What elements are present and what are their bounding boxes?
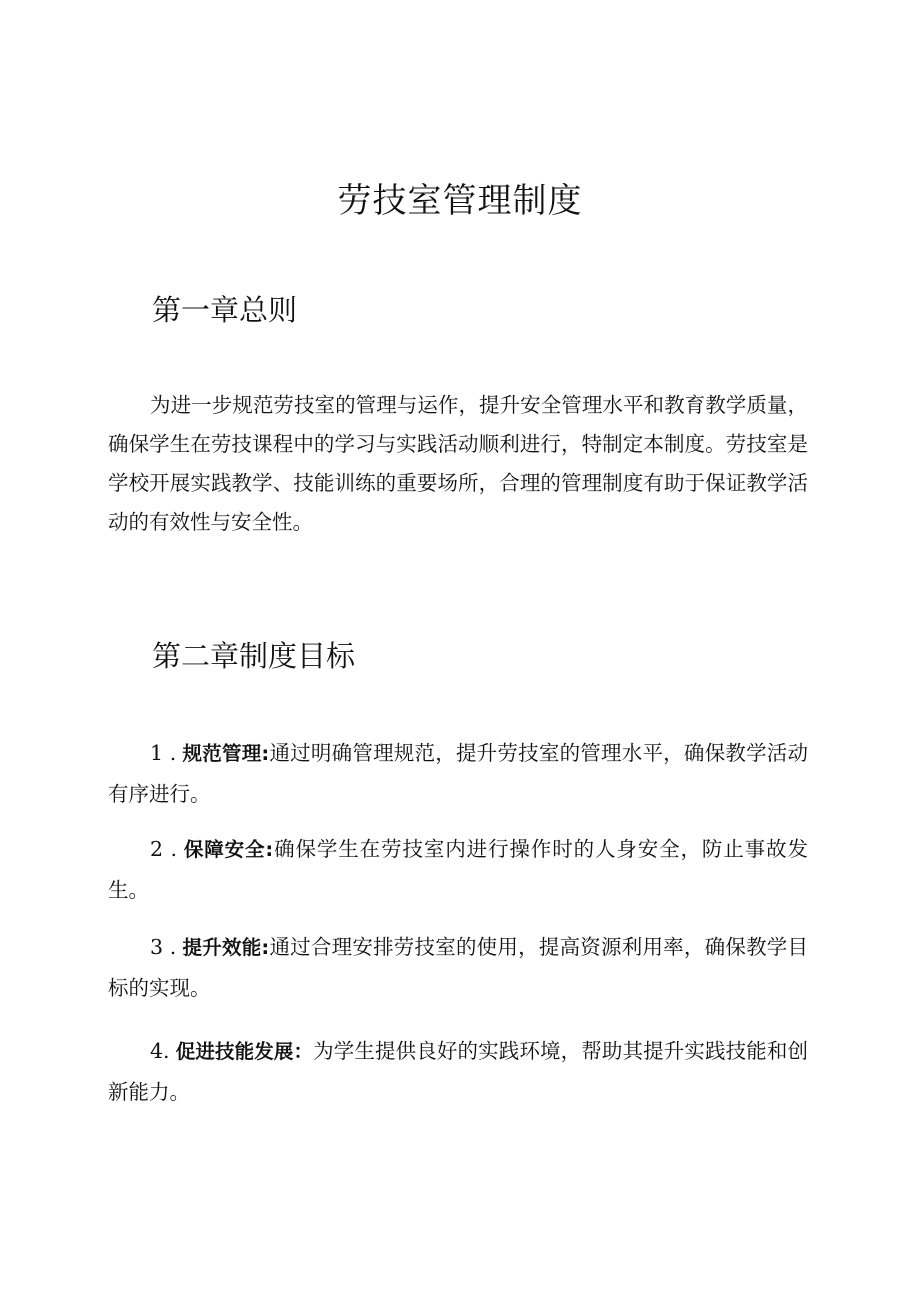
goal-item — [108, 829, 808, 910]
goal-item-label: 保障安全: — [182, 838, 274, 861]
goal-item-number: 2 . — [150, 837, 177, 861]
goal-item — [108, 733, 808, 814]
goal-item-label: 促进技能发展： — [175, 1040, 314, 1063]
chapter-1-heading: 第一章总则 — [152, 293, 298, 327]
chapter-2-heading: 第二章制度目标 — [152, 639, 356, 673]
goal-item-text: 通过明确管理规范，提升劳技室的管理水平，确保教学活动有序进行。 — [108, 741, 809, 806]
goal-item-text: 通过合理安排劳技室的使用，提高资源利用率，确保教学目标的实现。 — [108, 935, 809, 1000]
goal-item-number: 1 . — [150, 741, 177, 765]
goal-item-label: 提升效能: — [182, 936, 270, 959]
goal-item-text: 为学生提供良好的实践环境，帮助其提升实践技能和创新能力。 — [108, 1039, 808, 1104]
goal-item-number: 3 . — [150, 935, 177, 959]
goal-item — [108, 927, 808, 1008]
goal-item-number: 4. — [150, 1039, 170, 1063]
goal-item — [108, 1031, 808, 1112]
document-title: 劳技室管理制度 — [337, 181, 583, 221]
goal-item-label: 规范管理: — [182, 742, 270, 765]
goal-item-text: 确保学生在劳技室内进行操作时的人身安全，防止事故发生。 — [108, 837, 808, 902]
chapter-1-paragraph: 为进一步规范劳技室的管理与运作，提升安全管理水平和教育教学质量，确保学生在劳技课程中的学习与实践活动顺利进行，特制定本制度。劳技室是学校开展实践教学、技能训练的重要场所，合理的管理制度有助于保证教学活动的有效性与安全性。 — [108, 393, 808, 534]
